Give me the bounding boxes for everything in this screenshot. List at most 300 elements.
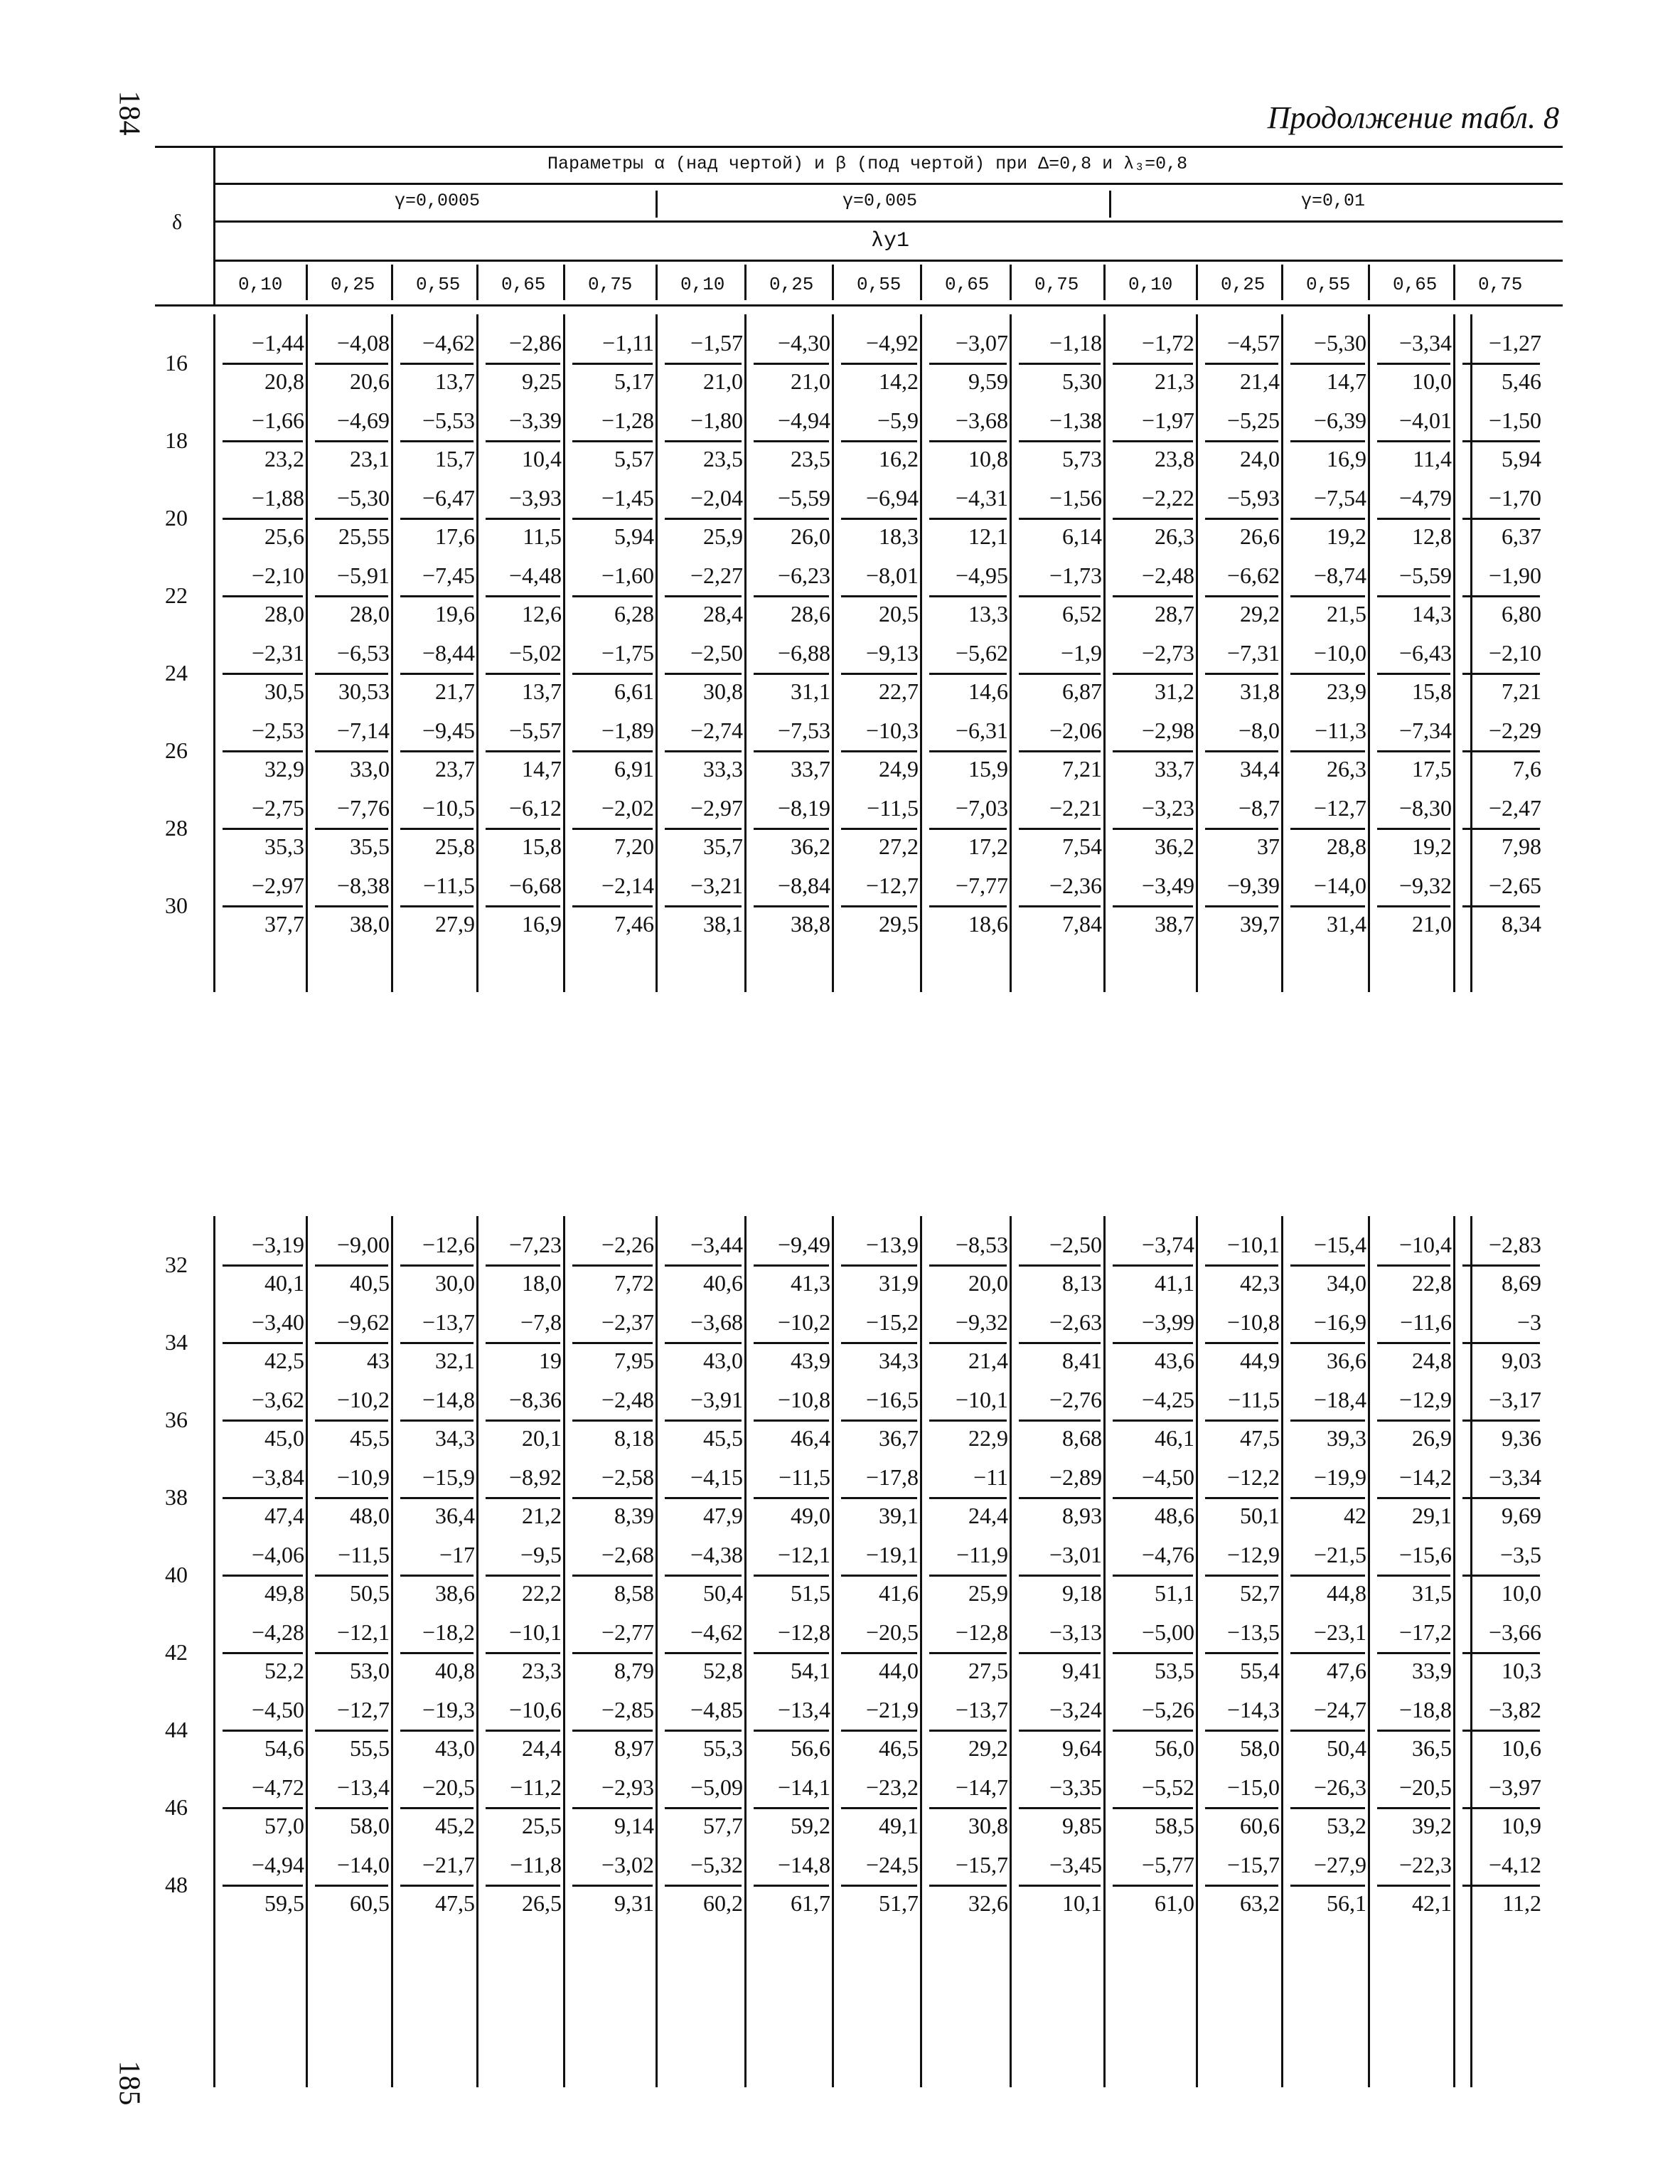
beta-value: 8,39 bbox=[614, 1503, 654, 1528]
header-top-rule bbox=[155, 146, 1563, 148]
alpha-value: −4,12 bbox=[1488, 1852, 1541, 1877]
beta-value: 10,3 bbox=[1502, 1658, 1541, 1683]
beta-value: 21,3 bbox=[1155, 368, 1194, 394]
fraction-bar bbox=[1290, 905, 1365, 907]
fraction-bar bbox=[315, 1264, 388, 1267]
beta-value: 47,5 bbox=[435, 1890, 475, 1916]
fraction-bar bbox=[754, 828, 829, 830]
alpha-value: −12,9 bbox=[1226, 1542, 1280, 1567]
beta-value: 30,8 bbox=[968, 1813, 1008, 1838]
alpha-value: −19,9 bbox=[1313, 1464, 1366, 1490]
alpha-value: −3,82 bbox=[1488, 1697, 1541, 1722]
alpha-value: −3,99 bbox=[1141, 1309, 1194, 1335]
alpha-value: −8,38 bbox=[336, 873, 390, 898]
alpha-value: −2,50 bbox=[1049, 1232, 1102, 1257]
alpha-value: −11,5 bbox=[779, 1464, 830, 1490]
fraction-bar bbox=[841, 905, 917, 907]
beta-value: 16,9 bbox=[1327, 446, 1366, 472]
alpha-value: −15,7 bbox=[1226, 1852, 1280, 1877]
column-divider bbox=[920, 314, 922, 992]
fraction-bar bbox=[315, 595, 388, 597]
beta-value: 47,9 bbox=[703, 1503, 743, 1528]
alpha-value: −8,74 bbox=[1313, 563, 1366, 588]
fraction-bar bbox=[1290, 363, 1365, 365]
fraction-bar bbox=[1377, 1419, 1450, 1422]
alpha-value: −14,8 bbox=[422, 1387, 475, 1412]
column-divider bbox=[213, 314, 215, 992]
beta-value: 24,4 bbox=[522, 1735, 562, 1761]
beta-value: 41,1 bbox=[1155, 1270, 1194, 1296]
beta-value: 23,5 bbox=[791, 446, 830, 472]
fraction-bar bbox=[1205, 595, 1278, 597]
fraction-bar bbox=[841, 363, 917, 365]
beta-value: 5,30 bbox=[1062, 368, 1102, 394]
alpha-value: −2,76 bbox=[1049, 1387, 1102, 1412]
beta-value: 45,2 bbox=[435, 1813, 475, 1838]
beta-value: 25,55 bbox=[338, 523, 390, 549]
beta-value: 23,8 bbox=[1155, 446, 1194, 472]
beta-value: 23,3 bbox=[522, 1658, 562, 1683]
beta-value: 20,6 bbox=[350, 368, 390, 394]
alpha-value: −12,2 bbox=[1226, 1464, 1280, 1490]
beta-value: 14,6 bbox=[968, 678, 1008, 704]
alpha-value: −9,39 bbox=[1226, 873, 1280, 898]
alpha-value: −13,7 bbox=[955, 1697, 1008, 1722]
beta-value: 14,7 bbox=[1327, 368, 1366, 394]
alpha-value: −6,88 bbox=[777, 640, 830, 666]
header-rule-3 bbox=[213, 260, 1563, 262]
delta-column-divider bbox=[213, 146, 215, 304]
beta-value: 47,6 bbox=[1327, 1658, 1366, 1683]
beta-value: 28,8 bbox=[1327, 833, 1366, 859]
fraction-bar bbox=[1113, 905, 1193, 907]
column-divider bbox=[1103, 1216, 1106, 2087]
beta-value: 28,7 bbox=[1155, 601, 1194, 627]
column-header: 0,65 bbox=[945, 274, 990, 295]
beta-value: 8,41 bbox=[1062, 1348, 1102, 1373]
beta-value: 6,28 bbox=[614, 601, 654, 627]
beta-value: 40,5 bbox=[350, 1270, 390, 1296]
beta-value: 24,4 bbox=[968, 1503, 1008, 1528]
beta-value: 58,0 bbox=[350, 1813, 390, 1838]
fraction-bar bbox=[1205, 518, 1278, 520]
fraction-bar bbox=[929, 1342, 1007, 1344]
fraction-bar bbox=[223, 1497, 303, 1499]
alpha-value: −6,68 bbox=[508, 873, 562, 898]
alpha-value: −7,34 bbox=[1398, 718, 1452, 743]
beta-value: 16,2 bbox=[879, 446, 919, 472]
delta-value: 20 bbox=[165, 505, 188, 531]
beta-value: 11,2 bbox=[1502, 1890, 1541, 1916]
beta-value: 34,0 bbox=[1327, 1270, 1366, 1296]
fraction-bar bbox=[315, 1730, 388, 1732]
fraction-bar bbox=[223, 905, 303, 907]
fraction-bar bbox=[1290, 1342, 1365, 1344]
beta-value: 47,5 bbox=[1240, 1425, 1280, 1451]
fraction-bar bbox=[1019, 363, 1101, 365]
fraction-bar bbox=[1205, 1807, 1278, 1809]
page-number-left: 184 bbox=[112, 90, 146, 136]
column-header-divider bbox=[563, 265, 565, 300]
fraction-bar bbox=[400, 363, 473, 365]
fraction-bar bbox=[1290, 1575, 1365, 1577]
beta-value: 43,0 bbox=[435, 1735, 475, 1761]
alpha-value: −2,26 bbox=[601, 1232, 654, 1257]
alpha-value: −21,7 bbox=[422, 1852, 475, 1877]
beta-value: 22,7 bbox=[879, 678, 919, 704]
alpha-value: −7,23 bbox=[508, 1232, 562, 1257]
alpha-value: −2,98 bbox=[1141, 718, 1194, 743]
beta-value: 19,2 bbox=[1327, 523, 1366, 549]
beta-value: 50,1 bbox=[1240, 1503, 1280, 1528]
alpha-value: −1,75 bbox=[601, 640, 654, 666]
alpha-value: −12,9 bbox=[1398, 1387, 1452, 1412]
fraction-bar bbox=[1290, 750, 1365, 752]
fraction-bar bbox=[1462, 1807, 1540, 1809]
fraction-bar bbox=[486, 1419, 560, 1422]
fraction-bar bbox=[1019, 1342, 1101, 1344]
beta-value: 32,9 bbox=[264, 756, 304, 782]
fraction-bar bbox=[223, 1730, 303, 1732]
column-divider bbox=[306, 314, 308, 992]
column-divider bbox=[744, 314, 747, 992]
alpha-value: −2,14 bbox=[601, 873, 654, 898]
alpha-value: −3,23 bbox=[1141, 795, 1194, 821]
delta-value: 36 bbox=[165, 1407, 188, 1432]
fraction-bar bbox=[1462, 1342, 1540, 1344]
alpha-value: −11,9 bbox=[956, 1542, 1008, 1567]
fraction-bar bbox=[1019, 1264, 1101, 1267]
beta-value: 50,4 bbox=[703, 1580, 743, 1606]
alpha-value: −4,72 bbox=[251, 1774, 304, 1800]
alpha-value: −7,03 bbox=[955, 795, 1008, 821]
beta-value: 60,6 bbox=[1240, 1813, 1280, 1838]
alpha-value: −3,13 bbox=[1049, 1619, 1102, 1645]
beta-value: 14,2 bbox=[879, 368, 919, 394]
alpha-value: −14,2 bbox=[1398, 1464, 1452, 1490]
fraction-bar bbox=[223, 1419, 303, 1422]
fraction-bar bbox=[841, 1575, 917, 1577]
beta-value: 54,1 bbox=[791, 1658, 830, 1683]
alpha-value: −21,5 bbox=[1313, 1542, 1366, 1567]
fraction-bar bbox=[929, 750, 1007, 752]
column-header: 0,25 bbox=[331, 274, 375, 295]
fraction-bar bbox=[841, 1807, 917, 1809]
beta-value: 5,94 bbox=[614, 523, 654, 549]
beta-value: 51,5 bbox=[791, 1580, 830, 1606]
beta-value: 17,2 bbox=[968, 833, 1008, 859]
beta-value: 13,3 bbox=[968, 601, 1008, 627]
beta-value: 23,2 bbox=[264, 446, 304, 472]
fraction-bar bbox=[486, 828, 560, 830]
header-rule-1 bbox=[213, 183, 1563, 185]
fraction-bar bbox=[315, 673, 388, 675]
beta-value: 35,5 bbox=[350, 833, 390, 859]
column-divider bbox=[832, 1216, 834, 2087]
fraction-bar bbox=[486, 1807, 560, 1809]
column-header-divider bbox=[832, 265, 834, 300]
fraction-bar bbox=[754, 518, 829, 520]
alpha-value: −8,92 bbox=[508, 1464, 562, 1490]
beta-value: 22,9 bbox=[968, 1425, 1008, 1451]
beta-value: 43,6 bbox=[1155, 1348, 1194, 1373]
alpha-value: −1,97 bbox=[1141, 407, 1194, 433]
fraction-bar bbox=[572, 1885, 653, 1887]
beta-value: 8,97 bbox=[614, 1735, 654, 1761]
alpha-value: −8,7 bbox=[1238, 795, 1280, 821]
fraction-bar bbox=[486, 518, 560, 520]
alpha-value: −4,94 bbox=[251, 1852, 304, 1877]
alpha-value: −20,5 bbox=[422, 1774, 475, 1800]
fraction-bar bbox=[572, 440, 653, 442]
beta-value: 5,57 bbox=[614, 446, 654, 472]
column-divider bbox=[1103, 314, 1106, 992]
alpha-value: −10,0 bbox=[1313, 640, 1366, 666]
alpha-value: −19,1 bbox=[865, 1542, 919, 1567]
alpha-value: −10,6 bbox=[508, 1697, 562, 1722]
gamma-divider-2 bbox=[1109, 191, 1111, 218]
column-divider bbox=[391, 1216, 393, 2087]
fraction-bar bbox=[665, 828, 742, 830]
fraction-bar bbox=[315, 1807, 388, 1809]
beta-value: 49,8 bbox=[264, 1580, 304, 1606]
column-divider bbox=[1010, 1216, 1012, 2087]
fraction-bar bbox=[1113, 440, 1193, 442]
beta-value: 27,2 bbox=[879, 833, 919, 859]
fraction-bar bbox=[315, 1497, 388, 1499]
column-divider bbox=[656, 1216, 658, 2087]
alpha-value: −2,89 bbox=[1049, 1464, 1102, 1490]
alpha-value: −7,76 bbox=[336, 795, 390, 821]
beta-value: 13,7 bbox=[522, 678, 562, 704]
alpha-value: −11,8 bbox=[510, 1852, 562, 1877]
fraction-bar bbox=[486, 1730, 560, 1732]
beta-value: 30,5 bbox=[264, 678, 304, 704]
column-header-divider bbox=[1453, 265, 1455, 300]
beta-value: 50,4 bbox=[1327, 1735, 1366, 1761]
fraction-bar bbox=[315, 1652, 388, 1654]
fraction-bar bbox=[1462, 828, 1540, 830]
column-header: 0,65 bbox=[1393, 274, 1438, 295]
fraction-bar bbox=[1019, 1419, 1101, 1422]
beta-value: 38,0 bbox=[350, 911, 390, 937]
column-divider bbox=[476, 314, 478, 992]
beta-value: 53,2 bbox=[1327, 1813, 1366, 1838]
alpha-value: −2,97 bbox=[690, 795, 743, 821]
beta-value: 31,9 bbox=[879, 1270, 919, 1296]
alpha-value: −11,5 bbox=[1228, 1387, 1280, 1412]
alpha-value: −17 bbox=[439, 1542, 475, 1567]
alpha-value: −6,12 bbox=[508, 795, 562, 821]
beta-value: 10,0 bbox=[1412, 368, 1452, 394]
beta-value: 9,36 bbox=[1502, 1425, 1541, 1451]
alpha-value: −10,2 bbox=[336, 1387, 390, 1412]
fraction-bar bbox=[223, 1264, 303, 1267]
alpha-value: −4,62 bbox=[690, 1619, 743, 1645]
alpha-value: −8,44 bbox=[422, 640, 475, 666]
fraction-bar bbox=[754, 363, 829, 365]
alpha-value: −4,79 bbox=[1398, 485, 1452, 511]
beta-value: 25,8 bbox=[435, 833, 475, 859]
fraction-bar bbox=[1290, 1807, 1365, 1809]
alpha-value: −5,77 bbox=[1141, 1852, 1194, 1877]
fraction-bar bbox=[1462, 1419, 1540, 1422]
alpha-value: −2,97 bbox=[251, 873, 304, 898]
beta-value: 21,7 bbox=[435, 678, 475, 704]
beta-value: 37,7 bbox=[264, 911, 304, 937]
fraction-bar bbox=[1113, 1497, 1193, 1499]
alpha-value: −16,9 bbox=[1313, 1309, 1366, 1335]
beta-value: 31,5 bbox=[1412, 1580, 1452, 1606]
column-divider bbox=[391, 314, 393, 992]
beta-value: 6,91 bbox=[614, 756, 654, 782]
beta-value: 25,5 bbox=[522, 1813, 562, 1838]
fraction-bar bbox=[1290, 440, 1365, 442]
alpha-value: −10,4 bbox=[1398, 1232, 1452, 1257]
fraction-bar bbox=[315, 905, 388, 907]
beta-value: 28,0 bbox=[350, 601, 390, 627]
fraction-bar bbox=[223, 363, 303, 365]
fraction-bar bbox=[400, 1575, 473, 1577]
page-number-right: 185 bbox=[112, 2060, 146, 2106]
fraction-bar bbox=[223, 1652, 303, 1654]
alpha-value: −20,5 bbox=[1398, 1774, 1452, 1800]
beta-value: 40,1 bbox=[264, 1270, 304, 1296]
beta-value: 31,8 bbox=[1240, 678, 1280, 704]
fraction-bar bbox=[1205, 673, 1278, 675]
beta-value: 18,0 bbox=[522, 1270, 562, 1296]
alpha-value: −3,07 bbox=[955, 330, 1008, 356]
alpha-value: −15,7 bbox=[955, 1852, 1008, 1877]
alpha-value: −4,31 bbox=[955, 485, 1008, 511]
beta-value: 15,8 bbox=[1412, 678, 1452, 704]
beta-value: 45,5 bbox=[703, 1425, 743, 1451]
delta-value: 48 bbox=[165, 1872, 188, 1897]
alpha-value: −18,4 bbox=[1313, 1387, 1366, 1412]
fraction-bar bbox=[1205, 1419, 1278, 1422]
alpha-value: −16,5 bbox=[865, 1387, 919, 1412]
fraction-bar bbox=[929, 363, 1007, 365]
fraction-bar bbox=[1205, 1264, 1278, 1267]
alpha-value: −1,66 bbox=[251, 407, 304, 433]
fraction-bar bbox=[1290, 595, 1365, 597]
alpha-value: −5,59 bbox=[777, 485, 830, 511]
fraction-bar bbox=[1113, 1652, 1193, 1654]
beta-value: 21,0 bbox=[703, 368, 743, 394]
alpha-value: −2,47 bbox=[1488, 795, 1541, 821]
column-header-divider bbox=[656, 265, 658, 300]
alpha-value: −3,68 bbox=[690, 1309, 743, 1335]
beta-value: 42,1 bbox=[1412, 1890, 1452, 1916]
beta-value: 16,9 bbox=[522, 911, 562, 937]
alpha-value: −14,3 bbox=[1226, 1697, 1280, 1722]
alpha-value: −5,09 bbox=[690, 1774, 743, 1800]
fraction-bar bbox=[1205, 363, 1278, 365]
column-divider bbox=[1010, 314, 1012, 992]
alpha-value: −2,31 bbox=[251, 640, 304, 666]
beta-value: 45,5 bbox=[350, 1425, 390, 1451]
fraction-bar bbox=[400, 440, 473, 442]
fraction-bar bbox=[665, 1807, 742, 1809]
fraction-bar bbox=[665, 1419, 742, 1422]
beta-value: 26,6 bbox=[1240, 523, 1280, 549]
alpha-value: −7,8 bbox=[520, 1309, 562, 1335]
delta-value: 44 bbox=[165, 1717, 188, 1742]
beta-value: 46,5 bbox=[879, 1735, 919, 1761]
alpha-value: −3,35 bbox=[1049, 1774, 1102, 1800]
fraction-bar bbox=[1290, 518, 1365, 520]
alpha-value: −7,14 bbox=[336, 718, 390, 743]
beta-value: 25,6 bbox=[264, 523, 304, 549]
alpha-value: −6,94 bbox=[865, 485, 919, 511]
column-divider bbox=[563, 314, 565, 992]
alpha-value: −5,9 bbox=[877, 407, 919, 433]
alpha-value: −5,32 bbox=[690, 1852, 743, 1877]
column-header: 0,10 bbox=[1128, 274, 1173, 295]
beta-value: 47,4 bbox=[264, 1503, 304, 1528]
alpha-value: −8,01 bbox=[865, 563, 919, 588]
alpha-value: −1,72 bbox=[1141, 330, 1194, 356]
alpha-value: −4,06 bbox=[251, 1542, 304, 1567]
alpha-value: −12,7 bbox=[865, 873, 919, 898]
beta-value: 24,0 bbox=[1240, 446, 1280, 472]
fraction-bar bbox=[400, 1419, 473, 1422]
beta-value: 57,0 bbox=[264, 1813, 304, 1838]
fraction-bar bbox=[1377, 905, 1450, 907]
alpha-value: −3,5 bbox=[1499, 1542, 1541, 1567]
alpha-value: −1,9 bbox=[1060, 640, 1102, 666]
alpha-value: −3,34 bbox=[1488, 1464, 1541, 1490]
beta-value: 35,3 bbox=[264, 833, 304, 859]
fraction-bar bbox=[754, 673, 829, 675]
fraction-bar bbox=[1019, 750, 1101, 752]
beta-value: 29,2 bbox=[1240, 601, 1280, 627]
beta-value: 7,20 bbox=[614, 833, 654, 859]
alpha-value: −1,18 bbox=[1049, 330, 1102, 356]
beta-value: 49,0 bbox=[791, 1503, 830, 1528]
alpha-value: −2,37 bbox=[601, 1309, 654, 1335]
beta-value: 43,9 bbox=[791, 1348, 830, 1373]
fraction-bar bbox=[1019, 518, 1101, 520]
alpha-value: −10,9 bbox=[336, 1464, 390, 1490]
alpha-value: −3,01 bbox=[1049, 1542, 1102, 1567]
beta-value: 42,5 bbox=[264, 1348, 304, 1373]
fraction-bar bbox=[929, 440, 1007, 442]
alpha-value: −2,53 bbox=[251, 718, 304, 743]
fraction-bar bbox=[841, 1885, 917, 1887]
alpha-value: −4,76 bbox=[1141, 1542, 1194, 1567]
beta-value: 32,6 bbox=[968, 1890, 1008, 1916]
beta-value: 23,5 bbox=[703, 446, 743, 472]
fraction-bar bbox=[754, 1575, 829, 1577]
fraction-bar bbox=[400, 1885, 473, 1887]
beta-value: 56,1 bbox=[1327, 1890, 1366, 1916]
alpha-value: −13,4 bbox=[336, 1774, 390, 1800]
beta-value: 33,0 bbox=[350, 756, 390, 782]
column-divider bbox=[1453, 1216, 1455, 2087]
fraction-bar bbox=[486, 363, 560, 365]
beta-value: 35,7 bbox=[703, 833, 743, 859]
beta-value: 41,6 bbox=[879, 1580, 919, 1606]
alpha-value: −9,32 bbox=[955, 1309, 1008, 1335]
beta-value: 25,9 bbox=[968, 1580, 1008, 1606]
alpha-value: −3 bbox=[1516, 1309, 1541, 1335]
beta-value: 31,2 bbox=[1155, 678, 1194, 704]
alpha-value: −14,0 bbox=[1313, 873, 1366, 898]
alpha-value: −12,1 bbox=[777, 1542, 830, 1567]
delta-value: 22 bbox=[165, 582, 188, 608]
beta-value: 6,37 bbox=[1502, 523, 1541, 549]
